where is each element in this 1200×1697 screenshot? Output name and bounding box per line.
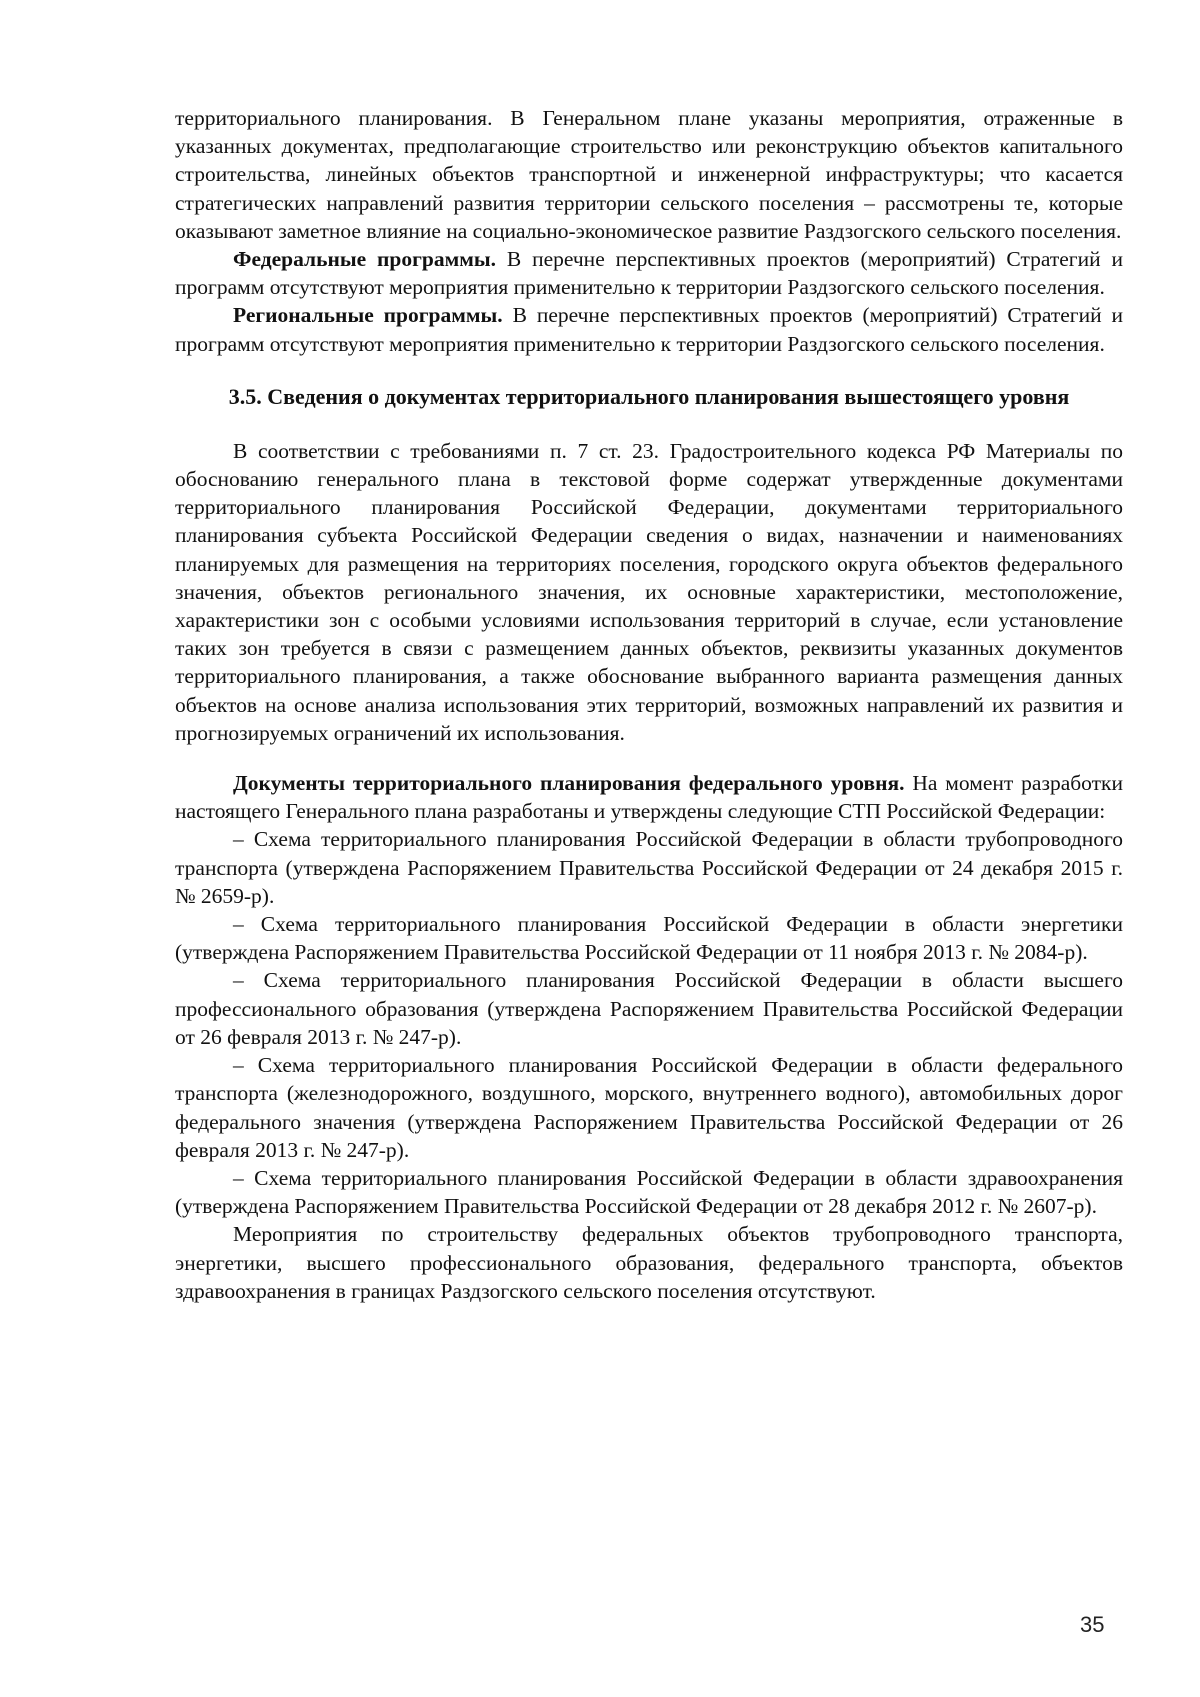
section-heading: 3.5. Сведения о документах территориального планирования вышестоящего уровня [228, 383, 1070, 409]
federal-docs-text: На момент разработки настоящего Генерального плана разработаны и утверждены следующие СТП Российской Федерации: [175, 771, 1123, 824]
scheme-item: – Схема территориального планирования Российской Федерации в области здравоохранения (утверждена Распоряжением Правительства Российской Федерации от 28 декабря 2012 г. № 2607-р). [175, 1165, 1123, 1219]
federal-docs-paragraph [175, 769, 1123, 825]
scheme-item: – Схема территориального планирования Российской Федерации в области трубопроводного транспорта (утверждена Распоряжением Правительства Российской Федерации от 24 декабря 2015 г. № 2659-р). [175, 827, 1123, 908]
federal-programs-label: Федеральные программы. [233, 247, 497, 272]
page-number: 35 [1080, 1612, 1105, 1637]
federal-programs-text: В перечне перспективных проектов (мероприятий) Стратегий и программ отсутствуют мероприятия применительно к территории Раздзогского сельского поселения. [175, 247, 1123, 300]
federal-docs-label: Документы территориального планирования федерального уровня. [233, 771, 905, 796]
scheme-item: – Схема территориального планирования Российской Федерации в области высшего профессионального образования (утверждена Распоряжением Правительства Российской Федерации от 26 февраля 2013 г. № 247-р). [175, 968, 1123, 1049]
intro-paragraph: территориального планирования. В Генеральном плане указаны мероприятия, отраженные в указанных документах, предполагающие строительство или реконструкцию объектов капитального строительства, линейных объектов транспортной и инженерной инфраструктуры; что касается стратегических направлений развития территории сельского поселения – рассмотрены те, которые оказывают заметное влияние на социально-экономическое развитие Раздзогского сельского поселения. [175, 106, 1123, 243]
requirements-paragraph: В соответствии с требованиями п. 7 ст. 23. Градостроительного кодекса РФ Материалы по обоснованию генерального плана в текстовой форме содержат утвержденные документами территориального планирования Российской Федерации, документами территориального планирования субъекта Российской Федерации сведения о видах, назначении и наименованиях планируемых для размещения на территориях поселения, городского округа объектов федерального значения, объектов регионального значения, их основные характеристики, местоположение, характеристики зон с особыми условиями использования территорий в случае, если установление таких зон требуется в связи с размещением данных объектов, реквизиты указанных документов территориального планирования, а также обоснование выбранного варианта размещения данных объектов на основе анализа использования этих территорий, возможных направлений их развития и прогнозируемых ограничений их использования. [175, 438, 1123, 745]
regional-programs-text: В перечне перспективных проектов (мероприятий) Стратегий и программ отсутствуют мероприятия применительно к территории Раздзогского сельского поселения. [175, 303, 1123, 356]
regional-programs-paragraph [175, 301, 1123, 357]
scheme-item: – Схема территориального планирования Российской Федерации в области энергетики (утверждена Распоряжением Правительства Российской Федерации от 11 ноября 2013 г. № 2084-р). [175, 912, 1123, 965]
regional-programs-label: Региональные программы. [233, 303, 503, 328]
scheme-item: – Схема территориального планирования Российской Федерации в области федерального транспорта (железнодорожного, воздушного, морского, внутреннего водного), автомобильных дорог федерального значения (утверждена Распоряжением Правительства Российской Федерации от 26 февраля 2013 г. № 247-р). [175, 1053, 1123, 1162]
closing-paragraph: Мероприятия по строительству федеральных объектов трубопроводного транспорта, энергетики, высшего профессионального образования, федерального транспорта, объектов здравоохранения в границах Раздзогского сельского поселения отсутствуют. [175, 1222, 1123, 1303]
federal-programs-paragraph [175, 245, 1123, 301]
document-page [175, 104, 1123, 1305]
